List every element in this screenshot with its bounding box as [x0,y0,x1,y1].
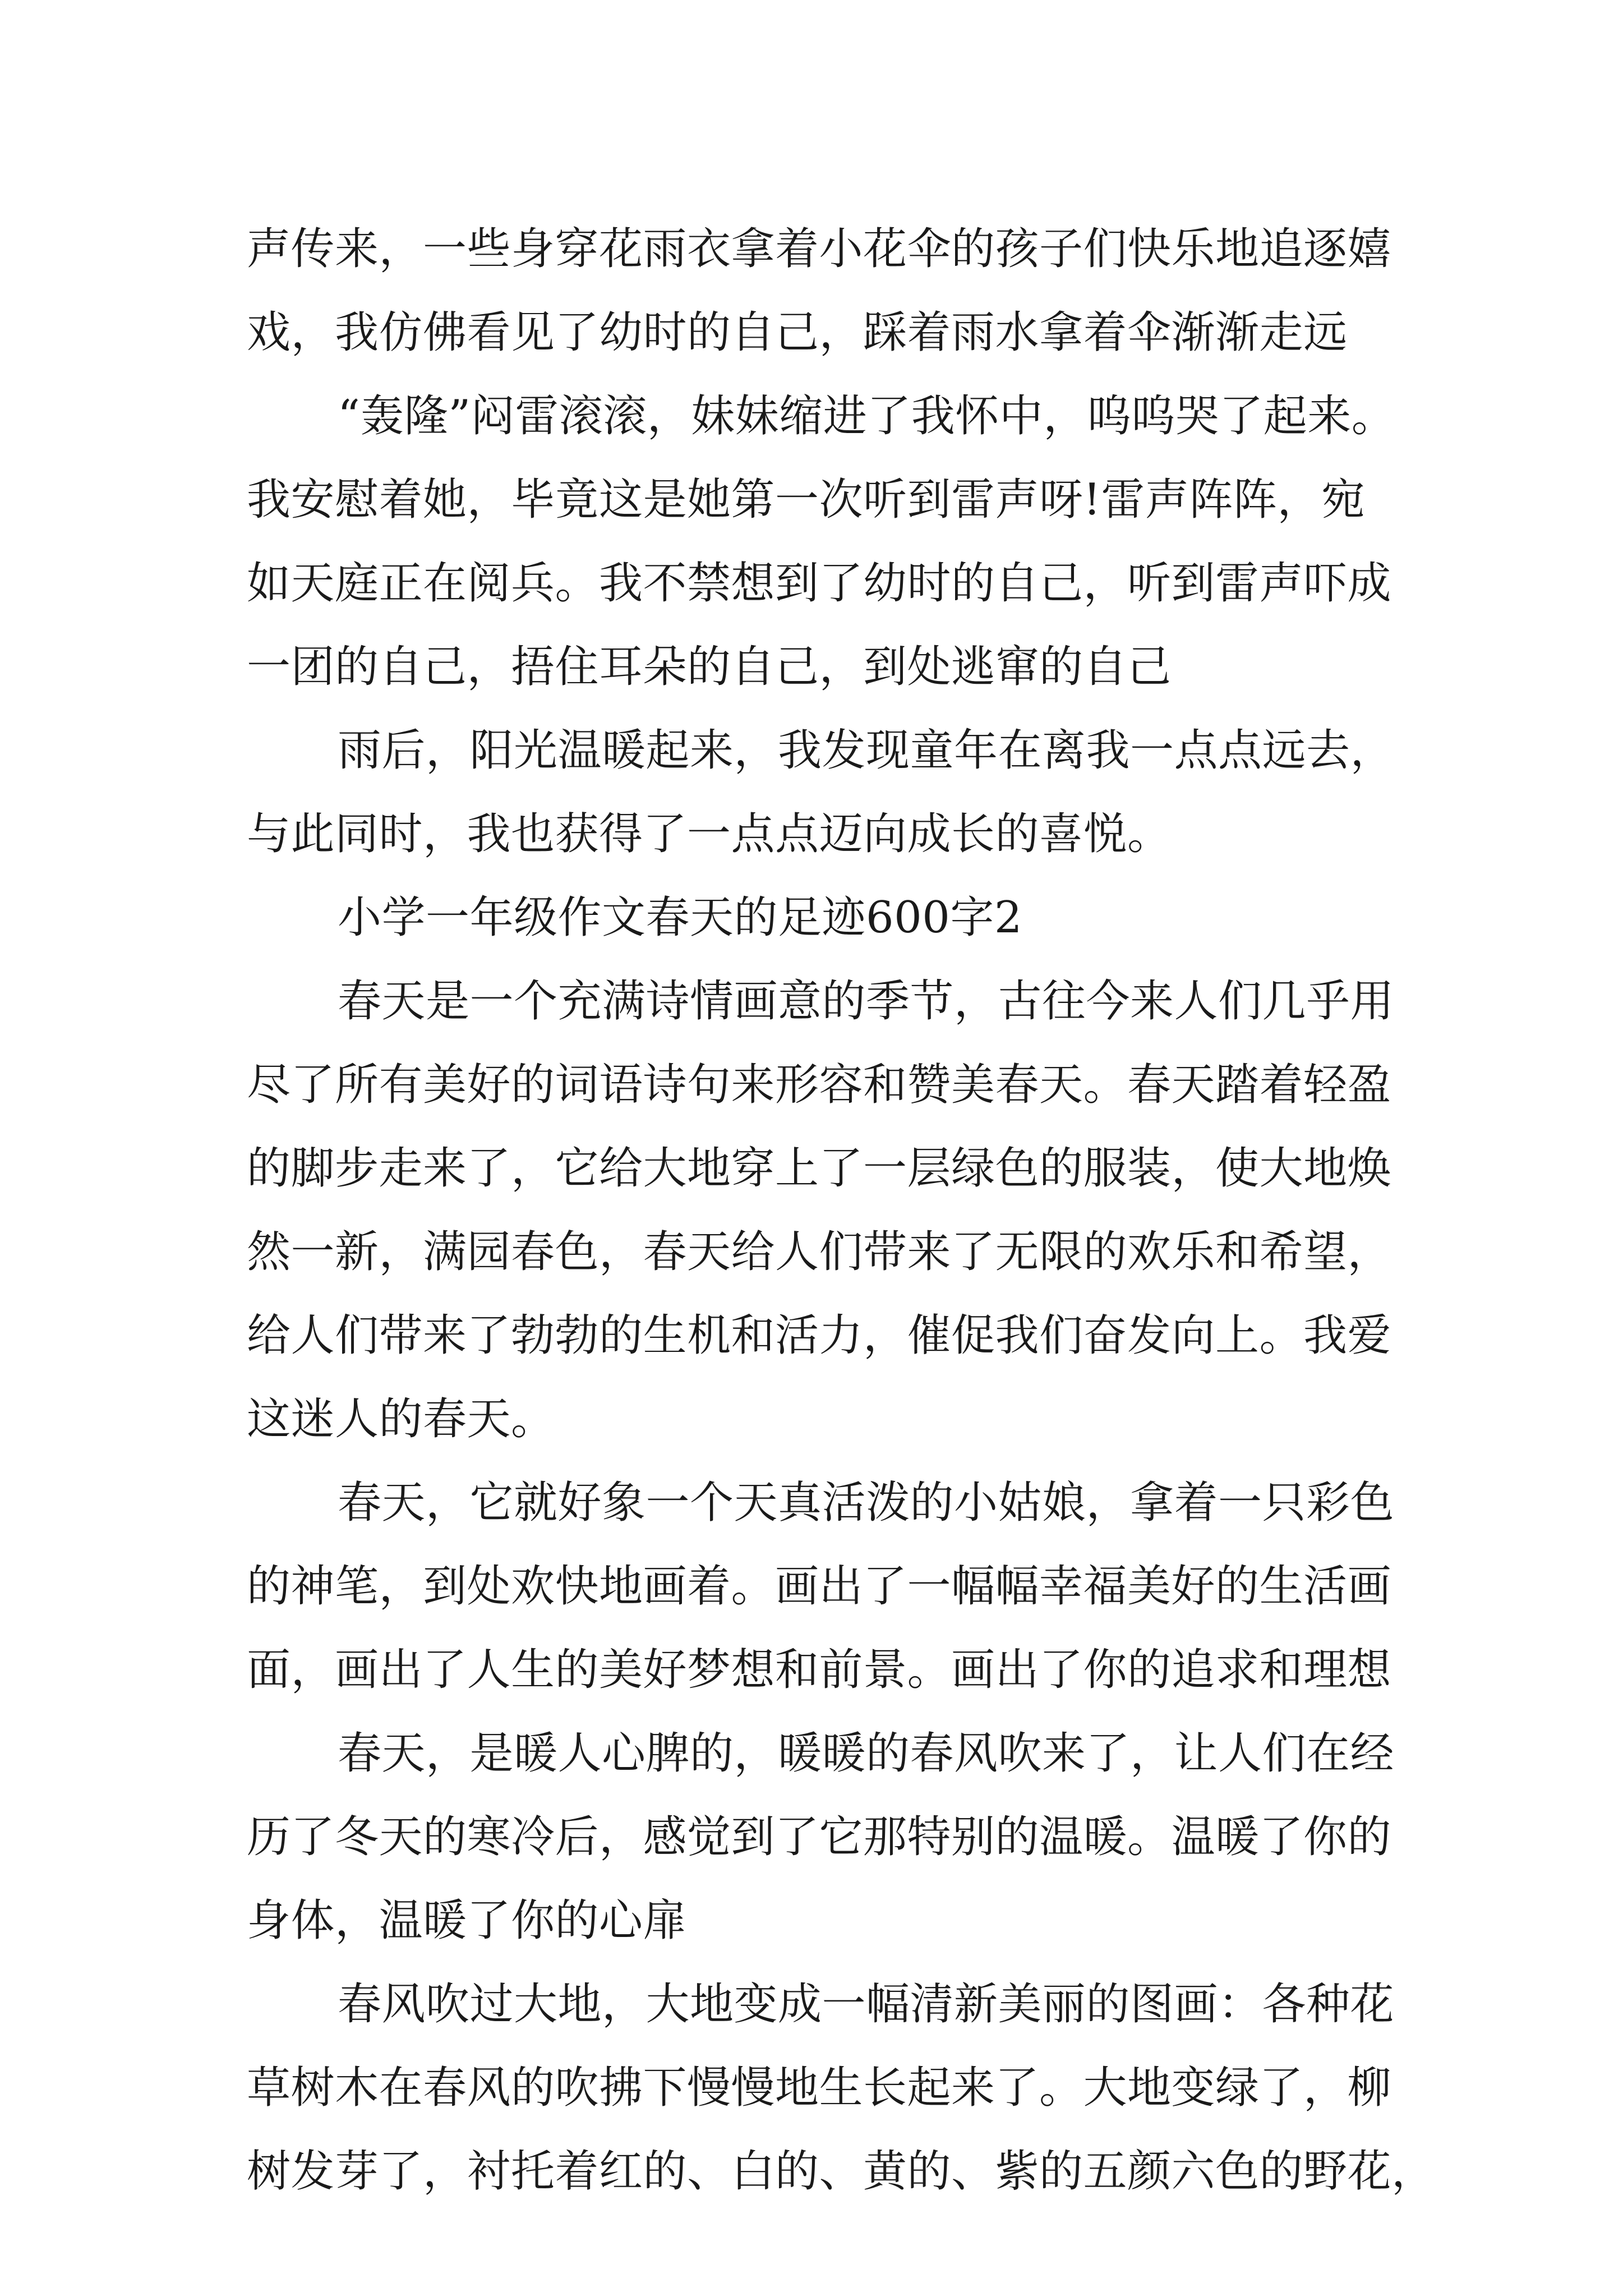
text-line-23: 草树木在春风的吹拂下慢慢地生长起来了。大地变绿了，柳 [247,2063,1392,2113]
text-line-21: 身体，温暖了你的心扉 [247,1895,688,1946]
text-line-12: 的脚步走来了，它给大地穿上了一层绿色的服装，使大地焕 [247,1143,1392,1194]
text-line-3: “轰隆”闷雷滚滚，妹妹缩进了我怀中，呜呜哭了起来。 [338,391,1396,441]
text-line-19: 春天，是暖人心脾的，暖暖的春风吹来了，让人们在经 [338,1728,1395,1779]
text-line-20: 历了冬天的寒冷后，感觉到了它那特别的温暖。温暖了你的 [247,1812,1392,1862]
text-line-4: 我安慰着她，毕竟这是她第一次听到雷声呀!雷声阵阵，宛 [247,475,1366,525]
text-line-17: 的神笔，到处欢快地画着。画出了一幅幅幸福美好的生活画 [247,1561,1392,1612]
text-line-13: 然一新，满园春色，春天给人们带来了无限的欢乐和希望， [247,1227,1392,1277]
text-line-7: 雨后，阳光温暖起来，我发现童年在离我一点点远去， [338,725,1395,776]
text-line-18: 面，画出了人生的美好梦想和前景。画出了你的追求和理想 [247,1645,1392,1695]
text-line-16: 春天，它就好象一个天真活泼的小姑娘，拿着一只彩色 [338,1478,1395,1528]
text-line-5: 如天庭正在阅兵。我不禁想到了幼时的自己，听到雷声吓成 [247,558,1392,609]
document-body [247,208,1436,2214]
text-line-6: 一团的自己，捂住耳朵的自己，到处逃窜的自己 [247,642,1172,692]
section-title: 小学一年级作文春天的足迹600字2 [338,892,1023,943]
text-line-2: 戏，我仿佛看见了幼时的自己，踩着雨水拿着伞渐渐走远 [247,307,1348,358]
text-line-10: 春天是一个充满诗情画意的季节，古往今来人们几乎用 [338,976,1395,1027]
text-line-8: 与此同时，我也获得了一点点迈向成长的喜悦。 [247,809,1172,859]
text-line-15: 这迷人的春天。 [247,1394,555,1444]
text-line-24: 树发芽了，衬托着红的、白的、黄的、紫的五颜六色的野花， [247,2146,1436,2197]
text-line-22: 春风吹过大地，大地变成一幅清新美丽的图画：各种花 [338,1979,1395,2030]
text-line-1: 声传来，一些身穿花雨衣拿着小花伞的孩子们快乐地追逐嬉 [247,224,1392,274]
text-line-14: 给人们带来了勃勃的生机和活力，催促我们奋发向上。我爱 [247,1310,1392,1361]
text-line-11: 尽了所有美好的词语诗句来形容和赞美春天。春天踏着轻盈 [247,1060,1392,1110]
